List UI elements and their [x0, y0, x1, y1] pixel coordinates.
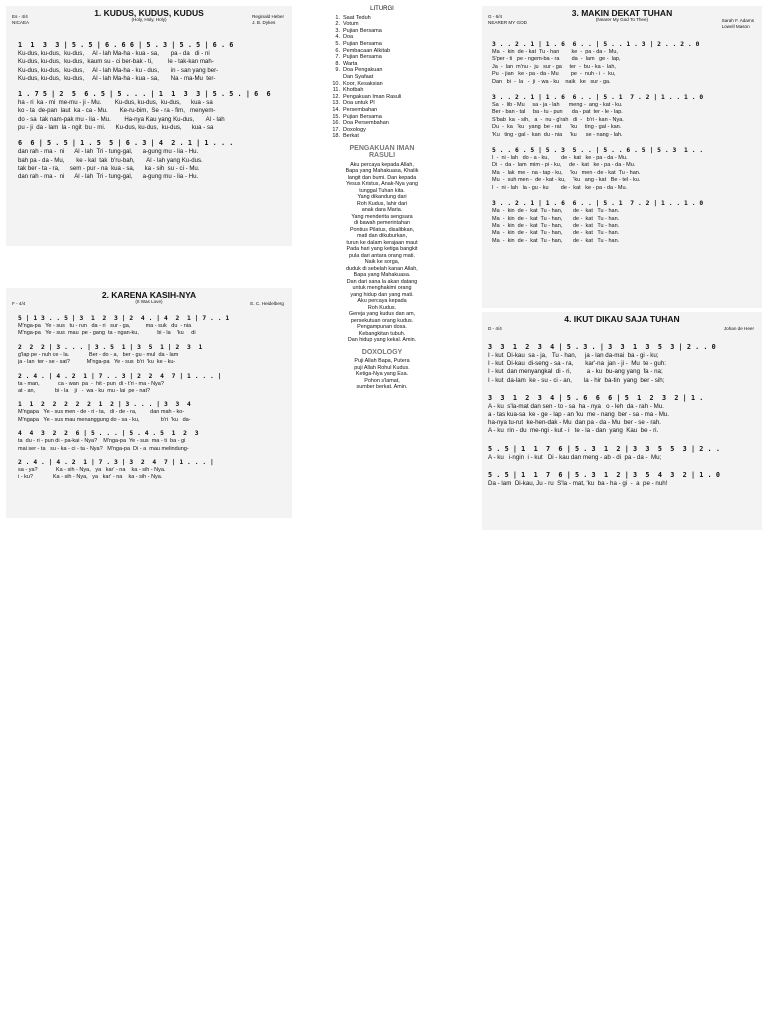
song-title: 1. KUDUS, KUDUS, KUDUS — [94, 8, 204, 18]
lyric-line: I - ni - lah do - a - ku, de - kat ke - pa - da - Mu. — [492, 155, 628, 162]
liturgy-item-number: 4. — [335, 34, 340, 41]
liturgy-item — [326, 127, 438, 134]
composer: Lowell Mason — [721, 23, 750, 29]
liturgy-item-number: 7. — [335, 54, 340, 61]
key-signature — [488, 326, 502, 332]
lyric-line: M'ngapa Ye - sus mau menanggung do - sa - ku, b'ri 'ku da- — [18, 416, 191, 423]
lyric-line: bah pa - da - Mu, ke - kal tak b'ru-bah, Al - lah yang Ku-dus. — [18, 156, 203, 164]
song-title: 3. MAKIN DEKAT TUHAN — [571, 8, 673, 18]
notation-line: 2 2 2 | 3 . . . | 3 . 5 1 | 3 5 1 | 2 3 1 — [18, 343, 203, 351]
tune-name: NICAEA — [12, 19, 30, 25]
song-3-body — [482, 24, 762, 245]
liturgy-item-label: Koor, Kesaksian — [343, 80, 383, 87]
music-system — [18, 400, 284, 424]
music-system — [18, 314, 284, 338]
liturgy-item — [326, 28, 438, 35]
lyric-line: ko - ta de-pan laut ka - ca - Mu. Ke-ru-bim, Se - ra - fim, menyem- — [18, 107, 216, 115]
liturgy-item-number: 14. — [332, 106, 340, 113]
music-system — [18, 458, 284, 482]
song-3-panel — [482, 6, 762, 308]
lyric-line: i - ku? Ka - sih - Nya, ya kar' - na ka - sih - Nya. — [18, 474, 163, 481]
lyricist: Sarah F. Adams — [721, 18, 754, 23]
lyric-line: M'nga-pa Ye - sus mau pe - gang ta - ngan-ku, bi - la 'ku di — [18, 330, 196, 337]
song-title: 2. KARENA KASIH-NYA — [101, 290, 197, 300]
liturgy-item — [326, 34, 438, 41]
liturgy-item-label: Pujian Bersama — [343, 54, 382, 61]
liturgy-item — [326, 100, 438, 107]
liturgy-item — [326, 107, 438, 114]
key-signature — [12, 301, 25, 307]
lyric-line: A - ku i-ngin i - kut Di - kau dan meng - ab - di pa - da - Mu; — [488, 453, 662, 461]
liturgy-item — [326, 15, 438, 22]
key-time: F - 4/4 — [12, 301, 26, 306]
lyric-line: Ma - kin de - kat Tu - han, de - kat Tu - han. — [492, 237, 620, 244]
liturgy-item-label: Doa Pengakuan — [343, 67, 383, 74]
lyric-line: A - ku s'la-mat dan sen - to - sa ha - nya o - leh da - rah - Mu. — [488, 402, 664, 410]
notation-line: 4 4 3 2 2 6 | 5 . . . | 5 . 4 . 5 1 2 3 — [18, 430, 199, 438]
song-subtitle: (Nearer My God To Thee) — [595, 17, 649, 22]
liturgy-item-label: Pujian Bersama — [343, 27, 382, 34]
doxology-line: puji Allah Rohul Kudus. — [354, 364, 410, 371]
liturgy-item — [326, 114, 438, 121]
music-system — [492, 199, 756, 245]
creed-line: yang hidup dan yang mati. — [350, 291, 414, 298]
lyric-line: Ma - kin de - kat Tu - han, de - kat Tu - han. — [492, 222, 620, 229]
lyric-line: mai ser - ta su - ka - ci - ta - Nya? M'nga-pa Di - a mau melindung- — [18, 445, 189, 452]
creed-line: turun ke dalam kerajaan maut — [346, 239, 418, 246]
lyric-line: ha-nya tu-rut ke-hen-dak - Mu dan pa - da - Mu ber - se - rah. — [488, 419, 661, 427]
music-system — [18, 89, 284, 132]
music-system — [492, 93, 756, 139]
liturgy-item-label: Doa — [343, 34, 354, 41]
doxology-line: Ketiga-Nya yang Esa. — [355, 371, 409, 378]
creed-line: Aku percaya kepada Allah, — [350, 161, 414, 168]
creed-line: anak dara Maria. — [361, 207, 403, 214]
liturgy-column — [326, 6, 438, 391]
song-2-panel — [6, 288, 292, 518]
song-4-header — [482, 312, 762, 330]
notation-line: 5 . 5 | 1 1 7 6 | 5 . 3 1 2 | 3 3 5 5 3 | 2 . . — [488, 444, 720, 453]
song-4-panel — [482, 312, 762, 530]
creed-title-line: RASULI — [368, 152, 396, 160]
notation-line: 3 3 1 2 3 4 | 5 . 3 . | 3 3 1 3 5 3 | 2 . . 0 — [488, 343, 716, 351]
lyric-line: Ma - kin de - kat Tu - han, de - kat Tu - han. — [492, 230, 620, 237]
liturgy-item-number: 15. — [332, 113, 340, 120]
lyric-line: S'per - ti pe - ngem-ba - ra da - lam ge - lap, — [492, 56, 621, 63]
lyric-line: I - kut Di-kau di-seng - sa - ra, kar'-na jan - ji - Mu te - guh: — [488, 360, 666, 368]
lyric-line: ha - ri ka - mi me-mu - ji - Mu. Ku-dus, ku-dus, ku-dus, kua - sa — [18, 99, 213, 107]
music-system — [18, 40, 284, 83]
lyric-line: I - kut dan menyangkal di - ri, a - ku bu-ang yang fa - na; — [488, 368, 663, 376]
song-2-header — [6, 288, 292, 306]
music-system — [488, 470, 756, 488]
liturgy-item-label: Doa Persembahan — [343, 120, 389, 127]
liturgy-item — [326, 81, 438, 88]
notation-line: 3 . . 2 . 1 | 1 . 6 6 . . | 5 . 1 7 . 2 | 1 . . 1 . 0 — [492, 94, 704, 102]
liturgy-item — [326, 87, 438, 94]
music-system — [18, 372, 284, 396]
creed-line: Kebangkitan tubuh. — [358, 330, 406, 337]
lyric-line: pu - ji da - lam la - ngit bu - mi. Ku-dus, ku-dus, ku-dus, kua - sa — [18, 124, 214, 132]
creed-line: Bapa yang Mahakuasa, Khalik — [345, 168, 419, 175]
key-time: D - 4/4 — [488, 326, 502, 331]
liturgy-item-number: 11. — [332, 87, 340, 94]
lyric-line: Ma - kin de - kat Tu - han ke - pa - da - Mu, — [492, 49, 618, 55]
lyric-line: ta du - ri - pun di - pa-kai - Nya? M'nga-pa Ye - sus ma - ti ba - gi — [18, 438, 186, 445]
creed-line: Dan dari sana la akan datang — [346, 278, 418, 285]
lyric-line: 'Ku ting - gal - kan du - nia 'ku se - nang - lah. — [492, 131, 623, 138]
notation-line: 3 . . 2 . 1 | 1 . 6 6 . . | 5 . 1 7 . 2 | 1 . . 1 . 0 — [492, 200, 704, 208]
creed-line: Bapa yang Mahakuasa. — [353, 272, 411, 279]
lyric-line: dan rah - ma - ni Al - lah Tri - tung-gal, a-gung mu - lia - Hu. — [18, 148, 199, 156]
music-system — [488, 342, 756, 385]
composer: Johan de Heer — [723, 326, 754, 331]
creed-line: untuk menghakimi orang — [352, 285, 412, 292]
liturgy-item-label: Doa untuk PI — [343, 100, 375, 107]
liturgy-item-label: Pembacaan Alkitab — [343, 47, 391, 54]
lyric-line: ja - lan ter - se - sat? M'nga-pa Ye - sus b'ri 'ku ke - ku- — [18, 359, 176, 366]
doxology-line: sumber berkat. Amin. — [356, 384, 408, 391]
creed-line: langit dan bumi. Dan kepada — [347, 174, 417, 181]
song-3-header — [482, 6, 762, 29]
creed-line: Yang dikandung dari — [357, 194, 407, 201]
lyric-line: Du - ka 'ku yang be - rat 'ku ting - gal - kan. — [492, 124, 622, 131]
lyric-line: Ku-dus, ku-dus, ku-dus, kaum su - ci ber-bak - ti, le - tak-kan mah- — [18, 58, 214, 66]
lyric-line: Ku-dus, ku-dus, ku-dus, Al - lah Ma-ha - kua - sa, pa - da di - ni — [18, 50, 210, 57]
liturgy-item — [326, 41, 438, 48]
lyric-line: g'lap pe - nuh ce - la. Ber - do - a, ber - gu - mul da - lam — [18, 351, 179, 358]
lyricist: Reginald Heber — [252, 14, 284, 19]
music-system — [18, 429, 284, 453]
composer: J. B. Dykes — [252, 19, 276, 25]
creed-line: Pengampunan dosa. — [357, 324, 407, 331]
liturgy-item — [326, 61, 438, 68]
doxology-title: DOXOLOGY — [361, 348, 403, 356]
apostles-creed-text — [326, 162, 438, 344]
lyric-line: I - kut da-lam ke - su - ci - an, la - hir ba-tin yang ber - sih; — [488, 376, 665, 384]
lyric-line: ta - man, ca - wan pa - hit - pun di - t'ri - ma - Nya? — [18, 380, 164, 387]
lyric-line: a - tas kua-sa ke - ge - lap - an 'ku me - nang ber - sa - ma - Mu. — [488, 411, 670, 419]
lyric-line: Ku-dus, ku-dus, ku-dus, Al - lah Ma-ha - kua - sa, Na - ma-Mu ter- — [18, 74, 216, 82]
liturgy-item — [326, 48, 438, 55]
lyric-line: I - ni - lah la - gu - ku de - kat ke - pa - da - Mu. — [492, 184, 628, 191]
liturgy-item-number: 3. — [335, 27, 340, 34]
tune-name: NEARER MY GOD — [488, 19, 527, 25]
notation-line: 2 . 4 . | 4 . 2 1 | 7 . . 3 | 2 2 4 7 | 1 . . . | — [18, 372, 222, 380]
liturgy-item-number — [326, 74, 340, 81]
liturgy-item-label: Persembahan — [343, 106, 378, 113]
liturgy-item-number: 6. — [335, 47, 340, 54]
composer: E. C. Heidelberg — [250, 301, 284, 306]
liturgy-item-number: 5. — [335, 40, 340, 47]
music-system — [488, 393, 756, 436]
notation-line: 5 . 5 | 1 1 7 6 | 5 . 3 1 2 | 3 5 4 3 2 | 1 . 0 — [488, 470, 720, 479]
creed-line: Aku percaya kepada — [357, 298, 407, 305]
liturgy-item-number: 12. — [332, 93, 340, 100]
lyric-line: Ja - lan m'nu - ju sur - ga ter - bu - ka - lah, — [492, 63, 616, 70]
song-1-header — [6, 6, 292, 24]
lyric-line: M'ngapa Ye - sus men - de - ri - ta, di - de - ra, dan mah - ko- — [18, 409, 185, 416]
liturgy-item-number: 1. — [335, 14, 340, 21]
liturgy-item-number: 8. — [335, 60, 340, 67]
creed-line: Gereja yang kudus dan am, — [348, 311, 416, 318]
song-1-body — [6, 24, 292, 182]
liturgy-item-label: Pujian Bersama — [343, 113, 382, 120]
music-system — [492, 146, 756, 192]
creed-title — [326, 145, 438, 160]
creed-line: pula dari antara orang mati. — [349, 252, 415, 259]
creed-title-line: PENGAKUAN IMAN — [349, 144, 415, 152]
song-4-body — [482, 330, 762, 488]
creed-line: Roh Kudus, lahir dari — [356, 200, 408, 207]
creed-line: Roh Kudus. — [367, 304, 397, 311]
notation-line: 1 1 2 2 2 2 2 1 2 | 3 . . . | 3 3 4 — [18, 401, 191, 409]
doxology-line: Pohon s'lamat, — [364, 377, 400, 384]
lyric-line: at - an, bi - la ji - wa - ku mu - lai pe - nat? — [18, 388, 151, 395]
liturgy-item-number: 13. — [332, 100, 340, 107]
key-time: G - 6/4 — [488, 14, 503, 19]
music-system — [18, 138, 284, 181]
notation-line: 6 6 | 5 . 5 | 1 . 5 5 | 6 . 3 | 4 2 . 1 | 1 . . . — [18, 139, 234, 148]
creed-line: duduk di sebelah kanan Allah, — [346, 265, 418, 272]
key-signature — [12, 14, 29, 25]
creed-line: persekutuan orang kudus. — [350, 317, 414, 324]
liturgy-item — [326, 67, 438, 74]
liturgy-item — [326, 94, 438, 101]
doxology-line: Puji Allah Bapa, Putera — [354, 358, 410, 365]
song-1-panel — [6, 6, 292, 246]
liturgy-list — [326, 15, 438, 140]
doxology-text — [326, 358, 438, 391]
liturgy-item-label: Saat Teduh — [343, 14, 371, 21]
liturgy-item — [326, 133, 438, 140]
lyric-line: M'nga-pa Ye - sus tu - run da - ri sur - ga, ma - suk du - nia — [18, 323, 192, 329]
liturgy-item-label: Votum — [343, 21, 359, 28]
music-system — [488, 444, 756, 462]
creed-line: Yesus Kristus, Anak-Nya yang — [345, 181, 418, 188]
liturgy-item-number: 18. — [332, 133, 340, 140]
liturgy-item-label: Dan Syafaat — [343, 73, 374, 80]
song-2-body — [6, 306, 292, 482]
creed-line: Pontius Pilatus, disalibkan, — [349, 226, 415, 233]
creed-line: mati dan dikuburkan, — [356, 233, 408, 240]
lyric-line: Ber - ban - tal ba - tu - pun da - pat ter - le - lap. — [492, 109, 623, 116]
key-signature — [488, 14, 527, 25]
creed-line: di bawah pemerintahan — [353, 220, 411, 227]
liturgy-item-number: 17. — [332, 126, 340, 133]
lyric-line: Ma - lak me - na - tap - ku, 'ku men - de - kat Tu - han. — [492, 169, 641, 176]
notation-line: 5 | 1 3 . . 5 | 3 1 2 3 | 2 4 . | 4 2 1 | 7 . . 1 — [18, 315, 230, 322]
creed-line: Yang menderita sengsara — [351, 213, 413, 220]
liturgy-item-label: Pengakuan Iman Rasuli — [343, 93, 402, 100]
lyric-line: Sa - lib - Mu sa - ja - lah meng - ang - kat - ku. — [492, 102, 623, 109]
credits — [724, 326, 754, 332]
notation-line: 3 . . 2 . 1 | 1 . 6 6 . . | 5 . . 1 . 3 | 2 . . 2 . 0 — [492, 41, 700, 48]
liturgy-item-label: Warta — [343, 60, 358, 67]
lyric-line: sa - ya? Ka - sih - Nya, ya kar' - na ka - sih - Nya. — [18, 467, 166, 474]
lyric-line: I - kut Di-kau sa - ja, Tu - han, ja - lan da-mai ba - gi - ku; — [488, 352, 659, 359]
creed-line: Naik ke sorga, — [364, 259, 400, 266]
lyric-line: dan rah - ma - ni Al - lah Tri - tung-gal, a-gung mu - lia - Hu. — [18, 173, 199, 181]
lyric-line: Ku-dus, ku-dus, ku-dus, Al - lah Ma-ha - ku - dus, in - san yang ber- — [18, 66, 219, 74]
credits — [252, 14, 284, 25]
lyric-line: Mu - suh men - de - kat - ku, 'ku ang - kat Be - tel - ku. — [492, 177, 641, 184]
creed-line: Pada hari yang ketiga bangkit — [346, 246, 418, 253]
lyric-line: S'bab ka - sih, a - nu - g'rah di - b'ri - kan - Nya. — [492, 116, 624, 123]
creed-line: tunggal Tuhan kita. — [359, 187, 405, 194]
key-time: Es - 4/4 — [12, 14, 28, 19]
notation-line: 1 1 3 3 | 5 . 5 | 6 . 6 6 | 5 . 3 | 5 . 5 | 6 . 6 — [18, 41, 234, 49]
liturgy-item-label: Berkat — [343, 133, 359, 140]
liturgy-item-number: 2. — [335, 21, 340, 28]
lyric-line: do - sa tak nam-pak mu - lia - Mu. Ha-nya Kau yang Ku-dus, Al - lah — [18, 115, 225, 123]
lyric-line: tak ber - ta - ra, sem - pur - na kua - sa, ka - sih su - ci - Mu. — [18, 164, 200, 172]
creed-line: Dan hidup yang kekal. Amin. — [347, 337, 417, 344]
song-subtitle: (It Was Love) — [135, 299, 163, 304]
song-title: 4. IKUT DIKAU SAJA TUHAN — [564, 314, 680, 324]
liturgy-title: LITURGI — [370, 6, 394, 12]
music-system — [492, 40, 756, 86]
lyric-line: A - ku rin - du me-ngi - kut - i te - la - dan yang Kau be - ri. — [488, 427, 659, 435]
liturgy-item — [326, 120, 438, 127]
lyric-line: Da - lam Di-kau, Ju - ru S'la - mat, 'ku ba - ha - gi - a pe - nuh! — [488, 479, 668, 487]
liturgy-item-label: Khotbah — [343, 87, 364, 94]
notation-line: 5 . . 6 . 5 | 5 . 3 5 . . | 5 . . 6 . 5 | 5 . 3 1 . . — [492, 147, 704, 155]
liturgy-item — [326, 74, 438, 81]
liturgy-item — [326, 54, 438, 61]
song-subtitle: (Holy, Holy, Holy) — [131, 17, 167, 22]
lyric-line: Di - da - lam mim - pi - ku, de - kat ke - pa - da - Mu. — [492, 162, 636, 169]
lyric-line: Pu - jian ke - pa - da - Mu pe - nuh - i - ku, — [492, 71, 616, 78]
notation-line: 1 . 7 5 | 2 5 6 . 5 | 5 . . . | 1 1 3 3 | 5 . 5 . | 6 6 — [18, 90, 271, 99]
credits — [250, 301, 284, 307]
liturgy-item — [326, 21, 438, 28]
liturgy-item-label: Pujian Bersama — [343, 40, 382, 47]
notation-line: 3 3 1 2 3 4 | 5 . 6 6 6 | 5 1 2 3 2 | 1 . — [488, 393, 704, 402]
notation-line: 2 . 4 . | 4 . 2 1 | 7 . 3 | 3 2 4 7 | 1 . . . | — [18, 459, 214, 467]
liturgy-item-number: 16. — [332, 120, 340, 127]
liturgy-item-number: 10. — [332, 80, 340, 87]
lyric-line: Dan bi - la - ji - wa - ku naik ke sur - ga. — [492, 78, 611, 85]
music-system — [18, 343, 284, 367]
liturgy-item-number: 9. — [335, 67, 340, 74]
lyric-line: Ma - kin de - kat Tu - han, de - kat Tu - han. — [492, 208, 620, 215]
credits — [722, 18, 754, 29]
liturgy-item-label: Doxology — [343, 126, 366, 133]
lyric-line: Ma - kin de - kat Tu - han, de - kat Tu - han. — [492, 215, 620, 222]
